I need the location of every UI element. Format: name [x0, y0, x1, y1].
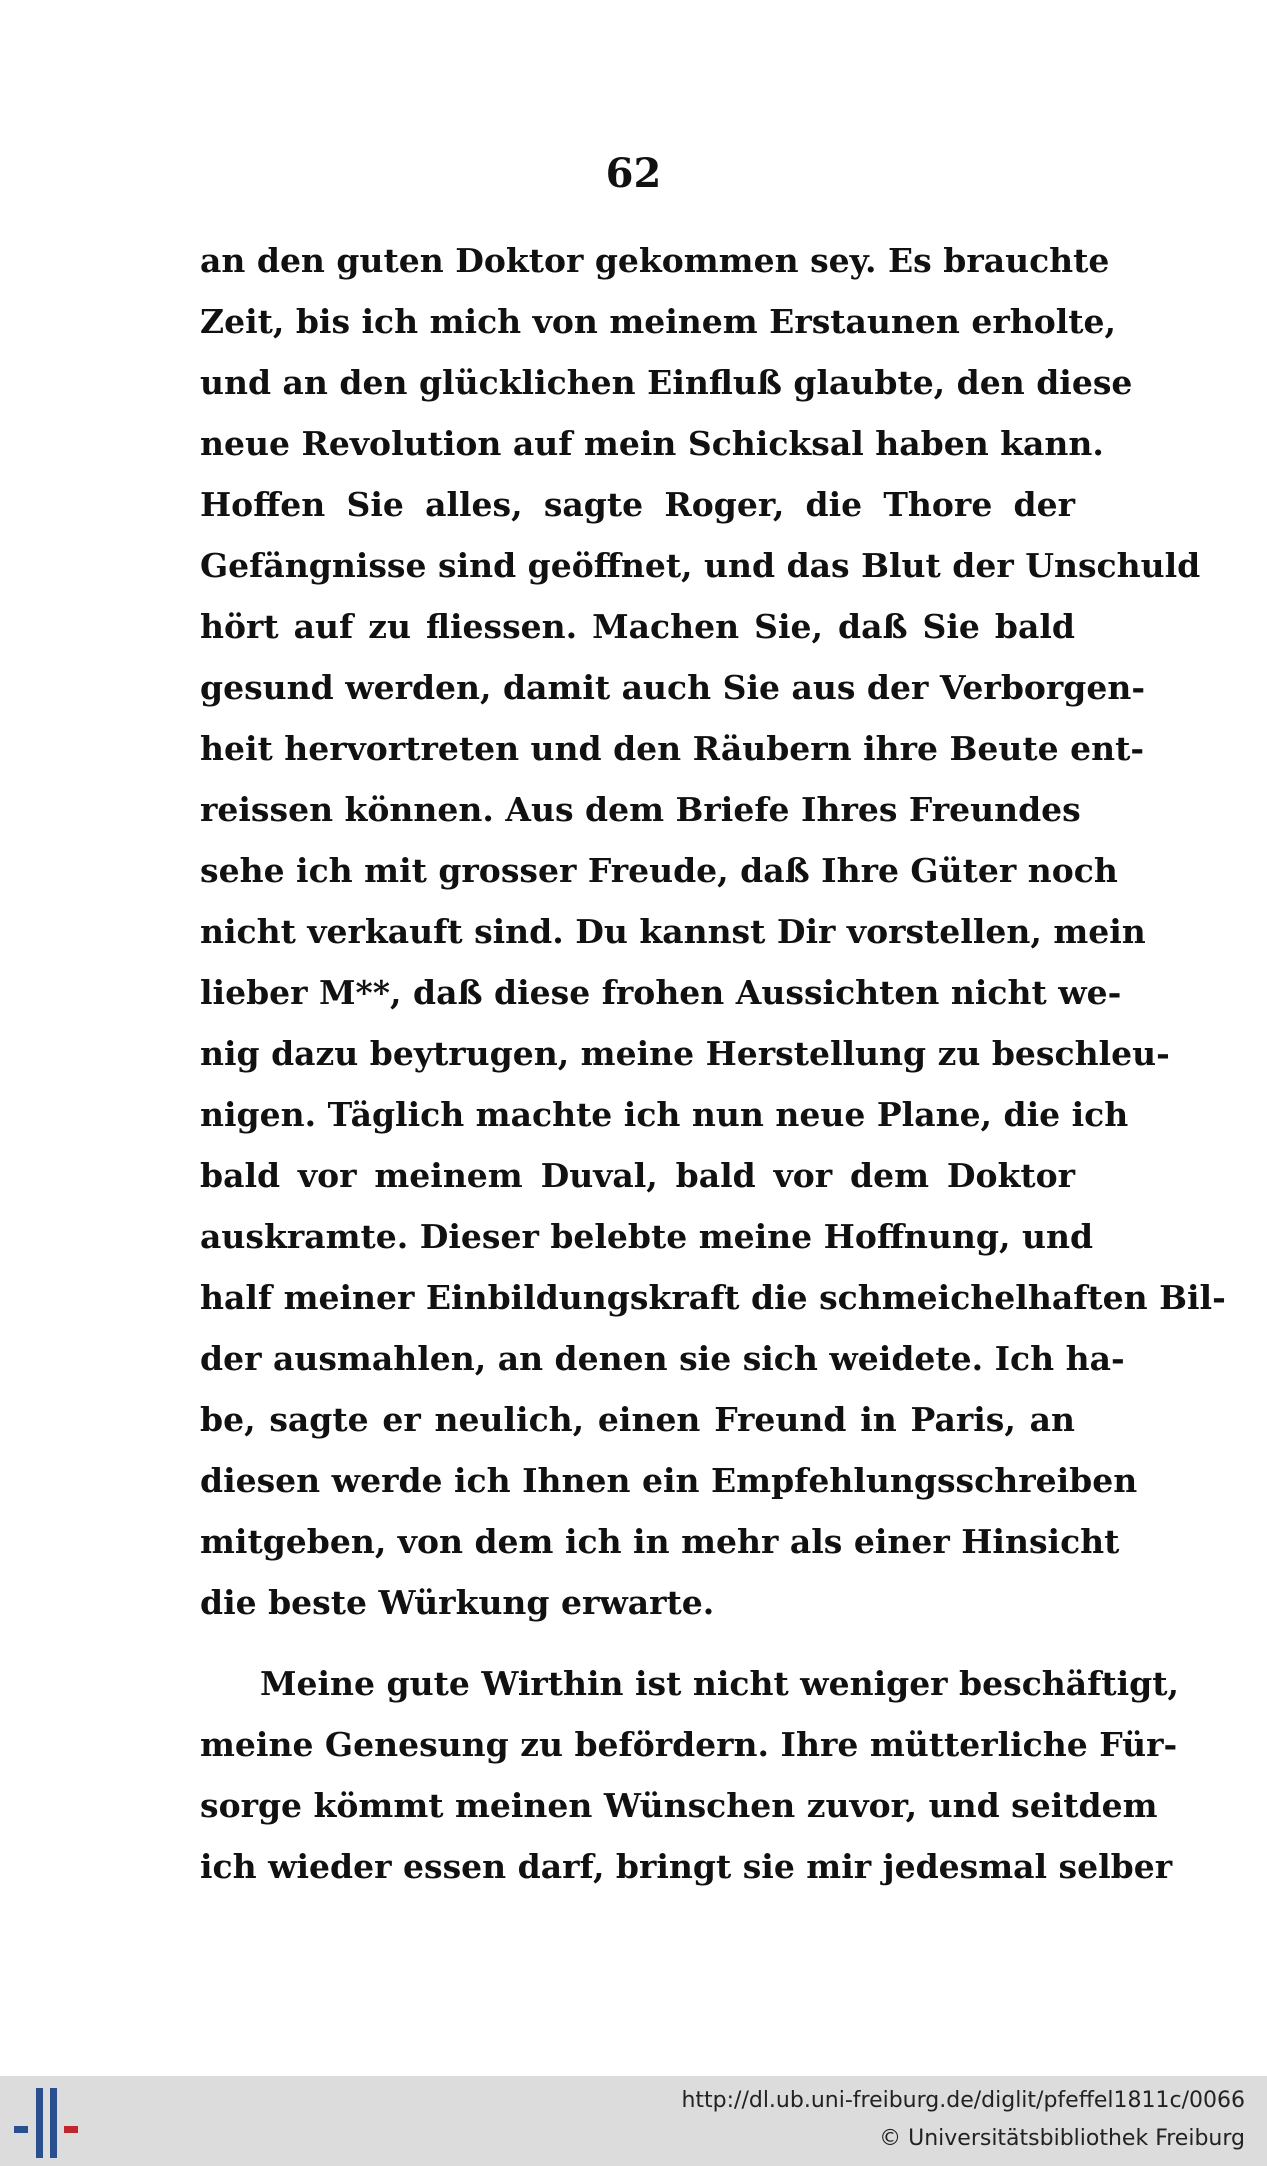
- paragraph-2: [200, 1653, 1179, 1897]
- ub-freiburg-logo-icon: [14, 2088, 84, 2158]
- text-line: lieber M**, daß diese frohen Aussichten nicht we-: [200, 973, 1122, 1012]
- text-line: heit hervortreten und den Räubern ihre Beute ent-: [200, 729, 1145, 768]
- text-line: diesen werde ich Ihnen ein Empfehlungsschreiben: [200, 1461, 1138, 1500]
- text-line: und an den glücklichen Einfluß glaubte, den diese: [200, 363, 1133, 402]
- text-line: an den guten Doktor gekommen sey. Es brauchte: [200, 241, 1110, 280]
- text-line: hört auf zu fliessen. Machen Sie, daß Sie bald: [200, 607, 1075, 646]
- text-line: Hoffen Sie alles, sagte Roger, die Thore der: [200, 485, 1075, 524]
- text-line: bald vor meinem Duval, bald vor dem Doktor: [200, 1156, 1075, 1195]
- text-line: sorge kömmt meinen Wünschen zuvor, und seitdem: [200, 1786, 1158, 1825]
- body-text: [200, 230, 1226, 1897]
- text-line: sehe ich mit grosser Freude, daß Ihre Güter noch: [200, 851, 1118, 890]
- footer-bar: [0, 2076, 1267, 2166]
- text-line: der ausmahlen, an denen sie sich weidete. Ich ha-: [200, 1339, 1125, 1378]
- text-line: die beste Würkung erwarte.: [200, 1583, 715, 1622]
- text-line: meine Genesung zu befördern. Ihre mütterliche Für-: [200, 1725, 1178, 1764]
- text-line: Gefängnisse sind geöffnet, und das Blut der Unschuld: [200, 546, 1201, 585]
- paragraph-1: [200, 230, 1226, 1633]
- text-line: auskramte. Dieser belebte meine Hoffnung, und: [200, 1217, 1094, 1256]
- text-line: reissen können. Aus dem Briefe Ihres Freundes: [200, 790, 1081, 829]
- text-line: ich wieder essen darf, bringt sie mir jedesmal selber: [200, 1847, 1173, 1886]
- text-line: nig dazu beytrugen, meine Herstellung zu beschleu-: [200, 1034, 1170, 1073]
- source-url-link[interactable]: http://dl.ub.uni-freiburg.de/diglit/pfeffel1811c/0066: [681, 2088, 1245, 2113]
- text-line: gesund werden, damit auch Sie aus der Verborgen-: [200, 668, 1146, 707]
- text-line: Zeit, bis ich mich von meinem Erstaunen erholte,: [200, 302, 1117, 341]
- text-line: nicht verkauft sind. Du kannst Dir vorstellen, mein: [200, 912, 1146, 951]
- copyright-notice: © Universitätsbibliothek Freiburg: [879, 2126, 1245, 2151]
- text-line: mitgeben, von dem ich in mehr als einer Hinsicht: [200, 1522, 1120, 1561]
- text-line: Meine gute Wirthin ist nicht weniger beschäftigt,: [260, 1664, 1179, 1703]
- page-number: 62: [605, 150, 662, 197]
- text-line: half meiner Einbildungskraft die schmeichelhaften Bil-: [200, 1278, 1226, 1317]
- text-line: be, sagte er neulich, einen Freund in Paris, an: [200, 1400, 1075, 1439]
- text-line: neue Revolution auf mein Schicksal haben kann.: [200, 424, 1104, 463]
- text-line: nigen. Täglich machte ich nun neue Plane, die ich: [200, 1095, 1129, 1134]
